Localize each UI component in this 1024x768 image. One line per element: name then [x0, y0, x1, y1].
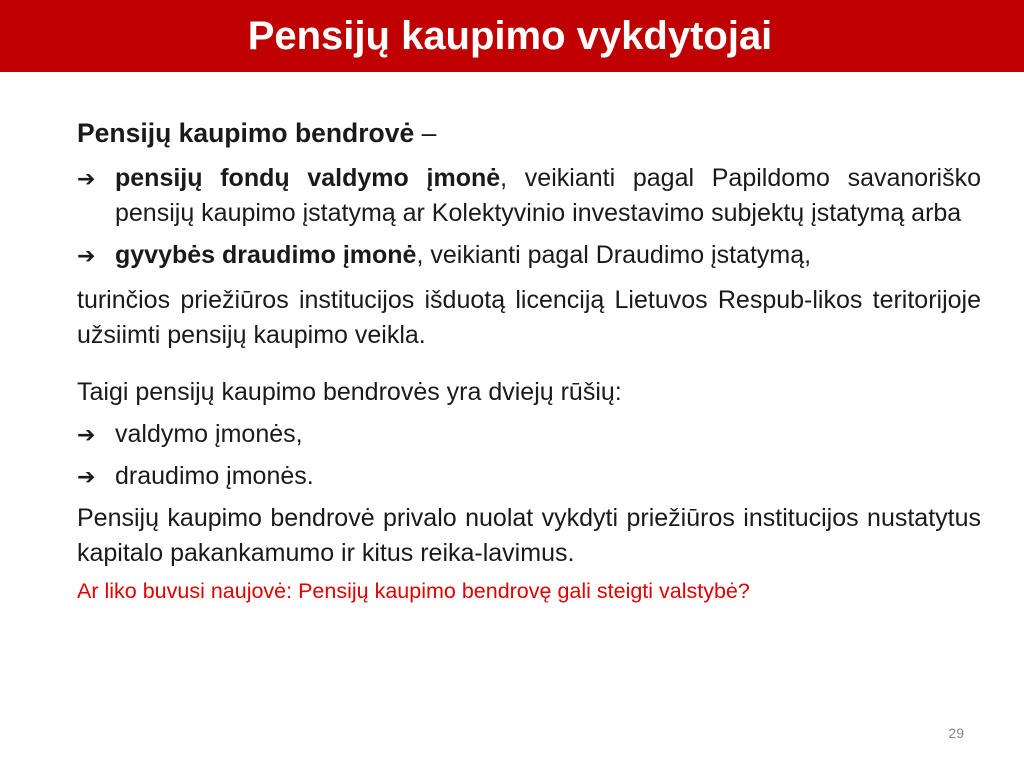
slide-content — [77, 113, 981, 606]
paragraph-types-intro: Taigi pensijų kaupimo bendrovės yra dviejų rūšių: — [77, 378, 622, 406]
arrow-right-icon: ➔ — [77, 422, 96, 447]
bullet-rest: , veikianti pagal Draudimo įstatymą, — [416, 241, 812, 269]
section-heading — [77, 113, 981, 153]
bullet-text: draudimo įmonės. — [115, 462, 314, 490]
arrow-right-icon: ➔ — [77, 464, 96, 489]
bullet-text — [115, 238, 981, 273]
arrow-right-icon: ➔ — [77, 166, 96, 191]
page-number: 29 — [948, 725, 964, 741]
heading-dash: – — [421, 118, 437, 148]
bullet-text — [115, 161, 981, 231]
slide-title: Pensijų kaupimo vykdytojai — [247, 13, 773, 58]
bullet-text: valdymo įmonės, — [115, 420, 303, 448]
bullet-rest: , veikianti pagal Papildomo savanoriško pensijų kaupimo įstatymą ar Kolektyvinio investavimo subjektų įstatymą arba — [115, 164, 981, 227]
bullet-type-insurance — [77, 459, 981, 494]
bullet-bold: pensijų fondų valdymo įmonė — [115, 164, 501, 192]
paragraph-requirements: Pensijų kaupimo bendrovė privalo nuolat vykdyti priežiūros institucijos nustatytus kapitalo pakankamumo ir kitus reika-lavimus. — [77, 504, 981, 567]
heading-text: Pensijų kaupimo bendrovė — [77, 118, 415, 148]
title-bar — [0, 0, 1024, 72]
bullet-bold: gyvybės draudimo įmonė — [115, 241, 417, 269]
paragraph-license: turinčios priežiūros institucijos išduotą licenciją Lietuvos Respub-likos teritorijoje užsiimti pensijų kaupimo veikla. — [77, 286, 981, 349]
bullet-life-insurance-company — [77, 238, 981, 273]
bullet-type-management — [77, 417, 981, 452]
arrow-right-icon: ➔ — [77, 243, 96, 268]
question-text: Ar liko buvusi naujovė: Pensijų kaupimo bendrovę gali steigti valstybė? — [77, 579, 750, 603]
bullet-pension-fund-company — [77, 161, 981, 231]
